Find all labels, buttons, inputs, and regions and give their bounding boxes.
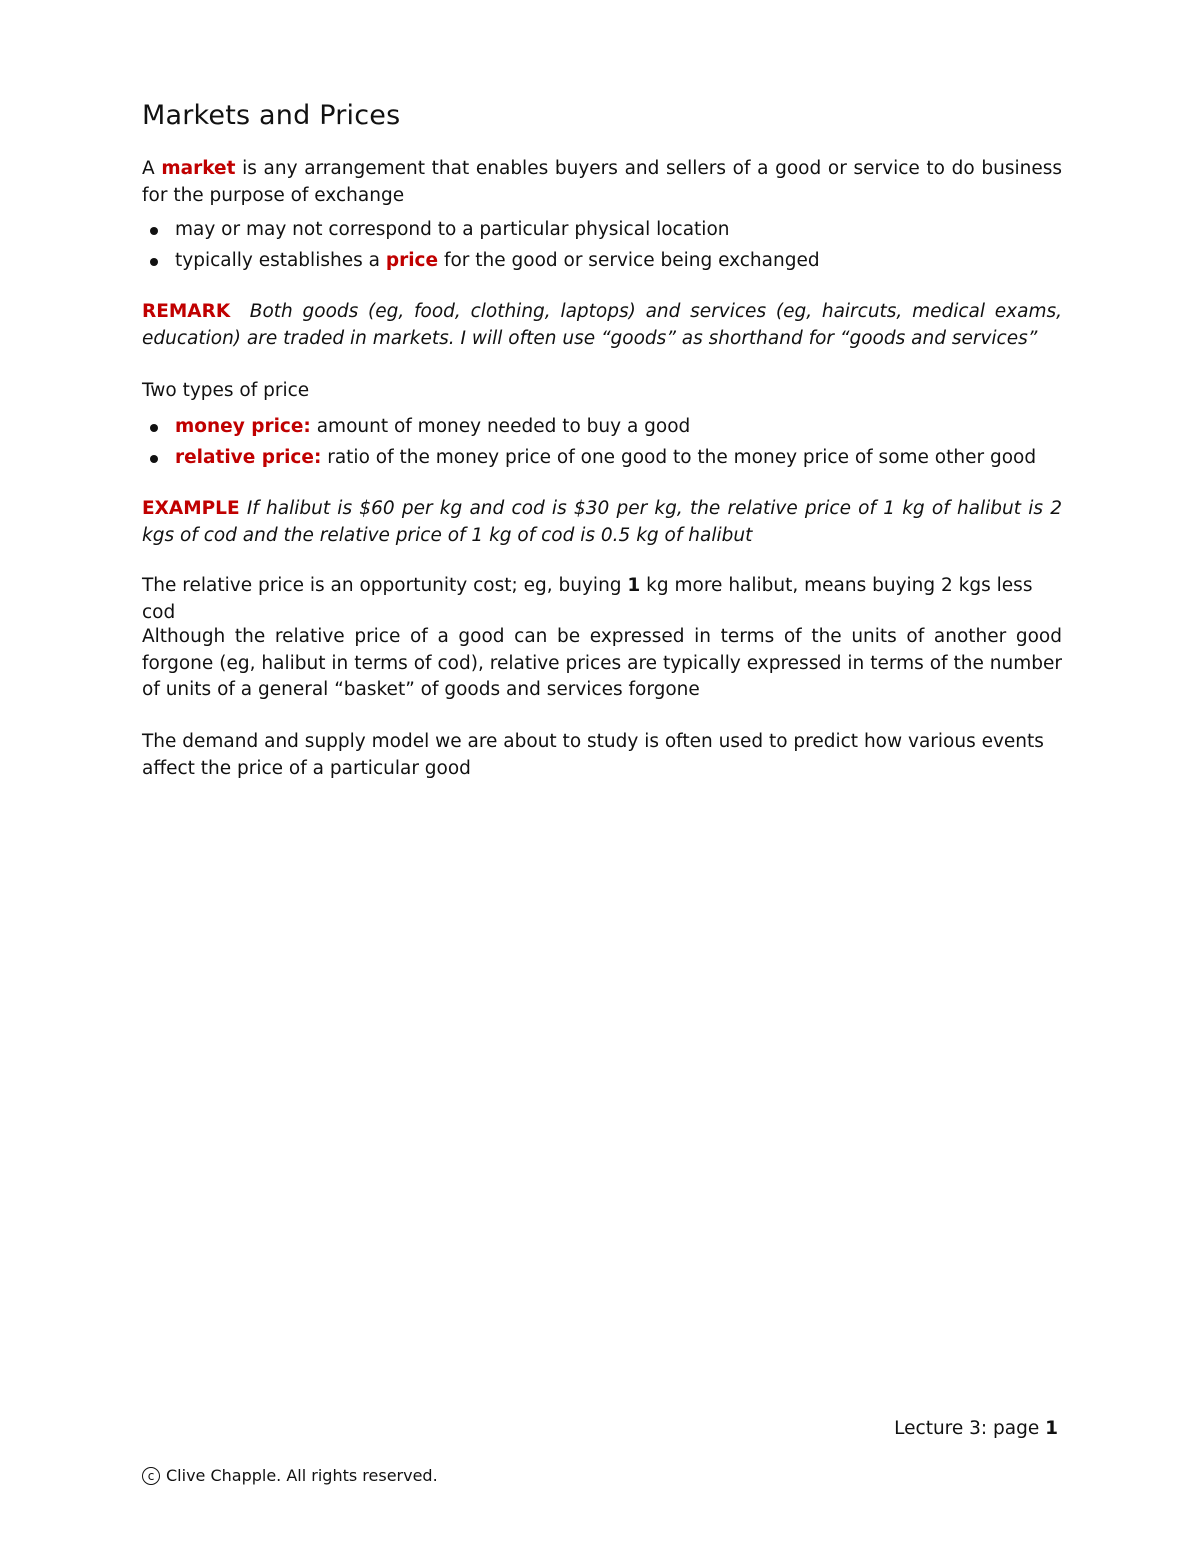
copyright-icon: c xyxy=(142,1467,160,1485)
lecture-label: Lecture 3: page xyxy=(894,1418,1046,1439)
opportunity-text: The relative price is an opportunity cost; eg, buying xyxy=(142,575,628,596)
remark-text: Both goods (eg, food, clothing, laptops) and services (eg, haircuts, medical exams, education) are traded in markets. I will often use “goods” as shorthand for “goods and services” xyxy=(142,301,1062,349)
bullet-icon xyxy=(150,227,158,235)
page-title: Markets and Prices xyxy=(142,100,401,131)
remark-label: REMARK xyxy=(142,301,231,322)
example-paragraph xyxy=(142,496,1062,549)
remark-paragraph xyxy=(142,299,1062,352)
example-text: If halibut is $60 per kg and cod is $30 per kg, the relative price of 1 kg of halibut is 2 kgs of cod and the relative price of 1 kg of cod is 0.5 kg of halibut xyxy=(142,498,1062,546)
market-bullet-list xyxy=(142,215,1062,276)
price-types-list xyxy=(142,412,1062,473)
market-definition xyxy=(142,156,1062,209)
list-item xyxy=(142,443,1062,474)
model-paragraph: The demand and supply model we are about to study is often used to predict how various events affect the price of a particular good xyxy=(142,731,1044,779)
page-number: 1 xyxy=(1045,1418,1058,1439)
bullet-text: may or may not correspond to a particular physical location xyxy=(175,219,730,240)
basket-paragraph: Although the relative price of a good can be expressed in terms of the units of another good forgone (eg, halibut in terms of cod), relative prices are typically expressed in terms of the number of units of a general “basket” of goods and services forgone xyxy=(142,626,1062,700)
bullet-text: ratio of the money price of one good to the money price of some other good xyxy=(321,446,1037,468)
bullet-text: for the good or service being exchanged xyxy=(438,249,820,271)
page-footer xyxy=(894,1418,1058,1439)
price-term: price xyxy=(385,249,439,271)
money-price-term: money price: xyxy=(175,416,311,437)
market-term: market xyxy=(161,158,236,179)
list-item xyxy=(142,412,1062,443)
opportunity-text: kg more halibut, means buying 2 kgs less cod xyxy=(142,575,1033,623)
example-label: EXAMPLE xyxy=(142,498,240,519)
market-definition-text: is any arrangement that enables buyers and sellers of a good or service to do business for the purpose of exchange xyxy=(142,158,1063,206)
list-item xyxy=(142,246,1062,277)
opportunity-bold: 1 xyxy=(627,575,641,596)
price-types-intro: Two types of price xyxy=(142,380,310,401)
bullet-text: typically establishes a xyxy=(175,249,386,271)
bullet-icon xyxy=(150,424,158,432)
relative-price-term: relative price: xyxy=(175,446,322,468)
bullet-icon xyxy=(150,258,158,266)
list-item xyxy=(142,215,1062,246)
market-definition-prefix: A xyxy=(142,158,162,179)
copyright-notice xyxy=(142,1466,438,1485)
opportunity-cost-paragraph xyxy=(142,573,1062,626)
copyright-text: Clive Chapple. All rights reserved. xyxy=(166,1466,438,1485)
bullet-text: amount of money needed to buy a good xyxy=(310,416,691,437)
bullet-icon xyxy=(150,455,158,463)
